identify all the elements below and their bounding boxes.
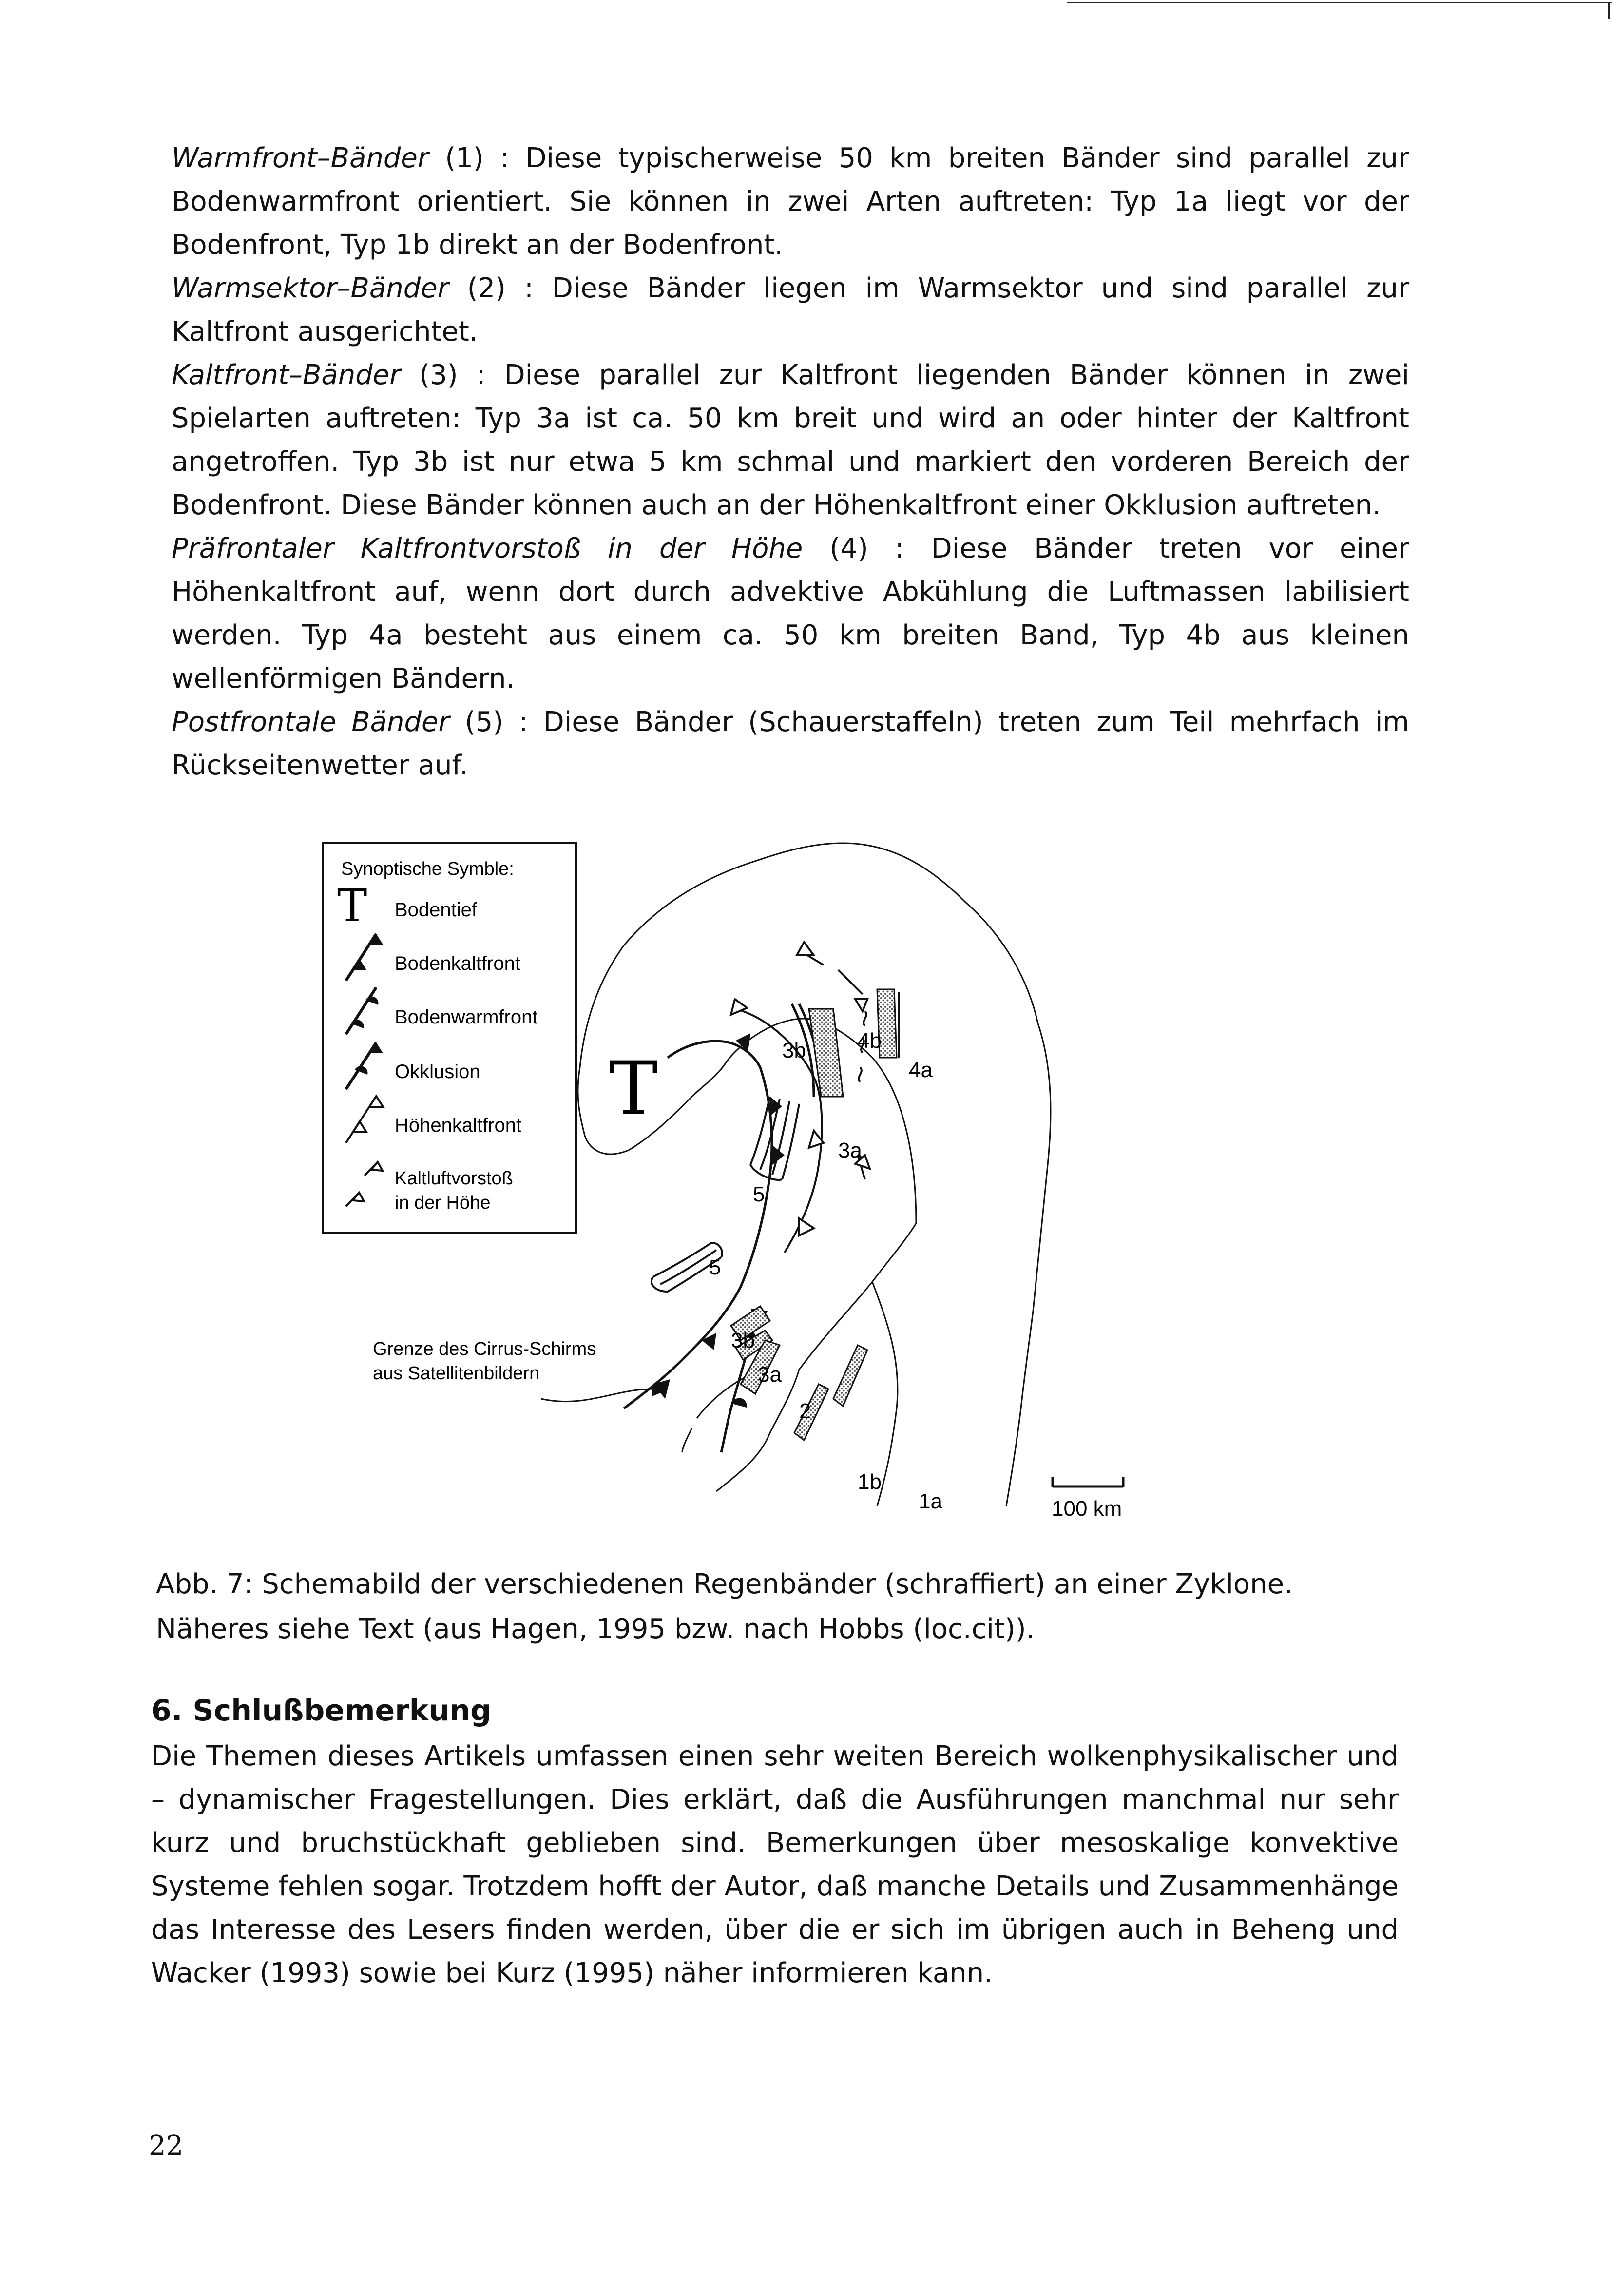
label-5-upper: 5	[753, 1182, 765, 1206]
legend-bodentief: Bodentief	[395, 899, 478, 921]
term-praefrontal: Präfrontaler Kaltfrontvorstoß in der Höhe	[172, 533, 803, 564]
figure-caption	[156, 1562, 1394, 1652]
label-1a: 1a	[919, 1489, 942, 1513]
term-warmsektor-baender: Warmsektor–Bänder	[172, 272, 449, 304]
scan-top-rule-tick	[1608, 2, 1610, 19]
term-postfrontal: Postfrontale Bänder	[172, 706, 450, 738]
occlusion-symbol-icon	[346, 1042, 383, 1089]
pre-frontal-advance-right	[838, 970, 863, 994]
cirrus-shield-left-tail	[682, 1374, 750, 1452]
cirrus-note-line2: aus Satellitenbildern	[373, 1363, 540, 1384]
paragraph-warmsektor-baender	[172, 267, 1409, 353]
label-1b: 1b	[858, 1470, 882, 1494]
upper-front-triangle-3	[799, 1218, 814, 1235]
label-4b: 4b	[858, 1029, 882, 1053]
legend-title: Synoptische Symble:	[341, 859, 514, 879]
label-3b-upper: 3b	[782, 1039, 806, 1062]
legend-kaltluft-line2: in der Höhe	[395, 1193, 491, 1213]
legend-low-symbol: T	[337, 880, 367, 932]
desc-praefrontal: (4) : Diese Bänder treten vor einer Höhenkaltfront auf, wenn dort durch advektive Abkühlung die Luftmassen labilisiert werden. Typ 4a besteht aus einem ca. 50 km breiten Band, Typ 4b aus kleinen wellenförmigen Bändern.	[172, 533, 1409, 695]
section-body: Die Themen dieses Artikels umfassen einen sehr weiten Bereich wolkenphysikalischer und – dynamischer Fragestellungen. Dies erklärt, daß die Ausführungen manchmal nur sehr kurz und bruchstückhaft geblieben sind. Bemerkungen über mesoskalige konvektive Systeme fehlen sogar. Trotzdem hofft der Autor, daß manche Details und Zusammenhänge das Interesse des Lesers finden werden, über die er sich im übrigen auch in Beheng und Wacker (1993) sowie bei Kurz (1995) näher informieren kann.	[151, 1740, 1399, 1989]
desc-warmsektor-baender: (2) : Diese Bänder liegen im Warmsektor und sind parallel zur Kaltfront ausgerichtet.	[172, 272, 1409, 347]
scale-bar	[1053, 1477, 1123, 1487]
label-3b-lower: 3b	[731, 1329, 755, 1352]
cyclone-rainband-figure	[312, 824, 1213, 1555]
paragraph-postfrontal	[172, 700, 1409, 787]
low-pressure-symbol: T	[609, 1046, 658, 1131]
legend-bodenkaltfront: Bodenkaltfront	[395, 953, 520, 974]
label-3a-lower: 3a	[758, 1363, 782, 1387]
paragraph-praefrontal	[172, 527, 1409, 700]
paragraph-warmfront-baender	[172, 136, 1409, 267]
term-kaltfront-baender: Kaltfront–Bänder	[172, 359, 401, 391]
legend	[323, 843, 576, 1233]
legend-hoehenkaltfront: Höhenkaltfront	[395, 1115, 522, 1136]
cirrus-note-line1: Grenze des Cirrus-Schirms	[373, 1339, 596, 1359]
cold-front-triangle-4	[702, 1333, 716, 1350]
legend-bodenwarmfront: Bodenwarmfront	[395, 1006, 538, 1028]
scale-label: 100 km	[1052, 1497, 1122, 1521]
paragraph-kaltfront-baender	[172, 353, 1409, 527]
cold-front-symbol-icon	[346, 934, 383, 981]
label-3a-upper: 3a	[838, 1138, 862, 1162]
section-heading: 6. Schlußbemerkung	[151, 1694, 492, 1728]
caption-text: Abb. 7: Schemabild der verschiedenen Regenbänder (schraffiert) an einer Zyklone. Näheres siehe Text (aus Hagen, 1995 bzw. nach Hobbs (loc.cit)).	[156, 1568, 1293, 1645]
label-5-lower: 5	[709, 1255, 721, 1279]
desc-kaltfront-baender: (3) : Diese parallel zur Kaltfront liegenden Bänder können in zwei Spielarten auftreten: Typ 3a ist ca. 50 km breit und wird an oder hinter der Kaltfront angetroffen. Typ 3b ist nur etwa 5 km schmal und markiert den vorderen Bereich der Bodenfront. Diese Bänder können auch an der Höhenkaltfront einer Okklusion auftreten.	[172, 359, 1409, 521]
legend-okklusion: Okklusion	[395, 1061, 480, 1082]
upper-cold-front-symbol-icon	[346, 1096, 383, 1143]
label-4a: 4a	[909, 1058, 933, 1082]
desc-warmfront-baender: (1) : Diese typischerweise 50 km breiten Bänder sind parallel zur Bodenwarmfront orientiert. Sie können in zwei Arten auftreten: Typ 1a liegt vor der Bodenfront, Typ 1b direkt an der Bodenfront.	[172, 142, 1409, 261]
upper-cold-air-advance-icon	[346, 1162, 383, 1206]
band-descriptions	[172, 136, 1409, 787]
page-number: 22	[149, 2130, 184, 2161]
desc-postfrontal: (5) : Diese Bänder (Schauerstaffeln) treten zum Teil mehrfach im Rückseitenwetter auf.	[172, 706, 1409, 781]
cyclone-diagram	[312, 824, 1213, 1555]
scan-top-rule	[1067, 2, 1612, 3]
closing-section	[151, 1689, 1399, 1995]
legend-kaltluft-line1: Kaltluftvorstoß	[395, 1168, 513, 1189]
pre-frontal-triangle-top	[797, 942, 814, 955]
warm-front-symbol-icon	[346, 987, 378, 1034]
pre-frontal-triangle-right	[855, 999, 867, 1011]
rainband-1a-second	[833, 1345, 867, 1406]
term-warmfront-baender: Warmfront–Bänder	[172, 142, 429, 174]
label-2: 2	[799, 1399, 811, 1423]
